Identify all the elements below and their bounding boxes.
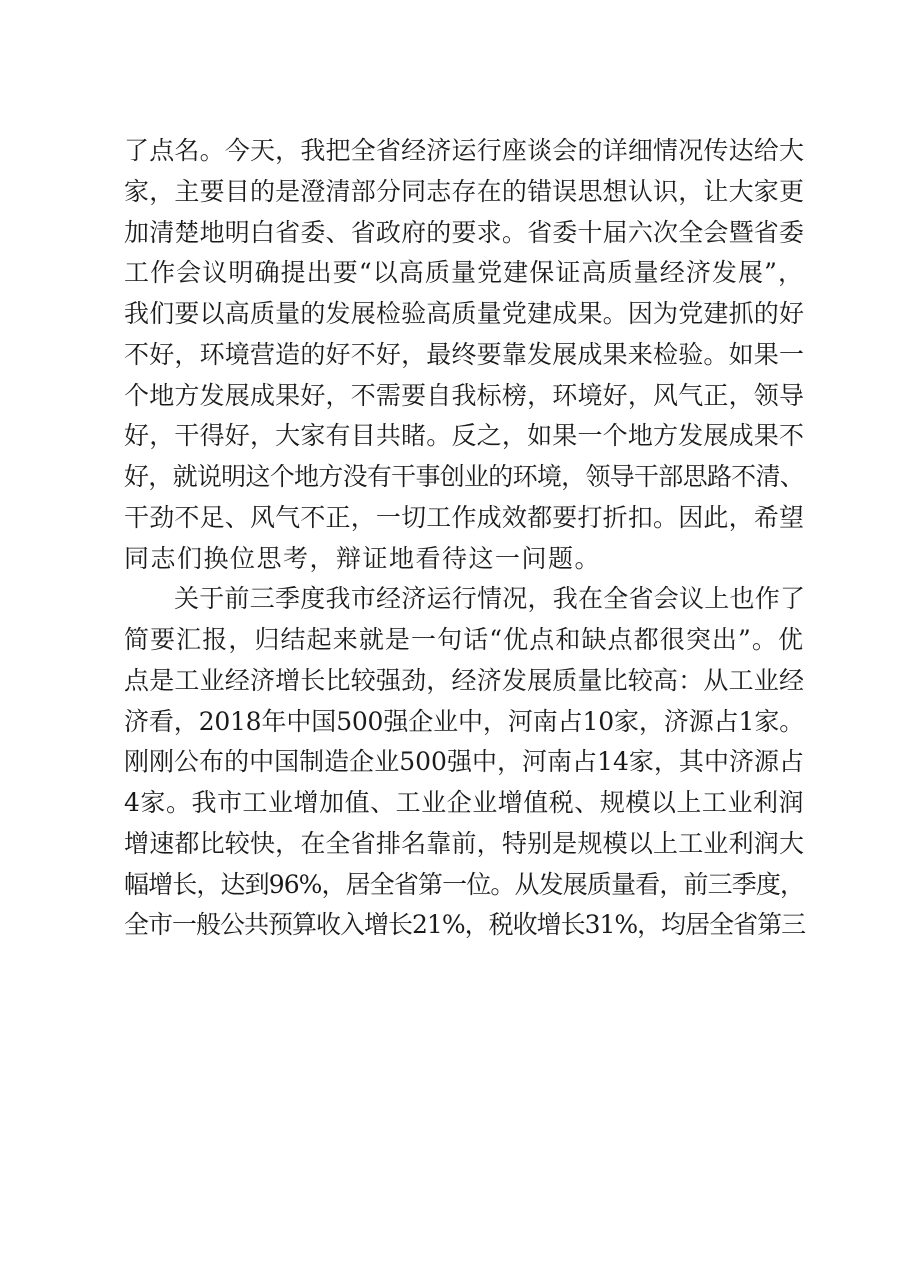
- text-line: 济看，2018年中国500强企业中，河南占10家，济源占1家。: [124, 706, 804, 736]
- text-line: 幅增长，达到96%，居全省第一位。从发展质量看，前三季度，: [124, 869, 804, 899]
- text-line: 不好，环境营造的好不好，最终要靠发展成果来检验。如果一: [124, 339, 804, 369]
- text-line: 关于前三季度我市经济运行情况，我在全省会议上也作了: [174, 584, 806, 614]
- text-line: 点是工业经济增长比较强劲，经济发展质量比较高：从工业经: [124, 665, 804, 695]
- text-line: 刚刚公布的中国制造企业500强中，河南占14家，其中济源占: [124, 747, 804, 777]
- text-line: 我们要以高质量的发展检验高质量党建成果。因为党建抓的好: [124, 299, 804, 328]
- text-line: 了点名。今天，我把全省经济运行座谈会的详细情况传达给大: [124, 136, 804, 165]
- body-text: [124, 131, 804, 946]
- paragraph: [124, 579, 804, 946]
- text-line: 家，主要目的是澄清部分同志存在的错误思想认识，让大家更: [124, 176, 804, 206]
- text-line: 个地方发展成果好，不需要自我标榜，环境好，风气正，领导: [124, 380, 804, 410]
- text-line: 工作会议明确提出要“以高质量党建保证高质量经济发展”，: [124, 258, 804, 288]
- text-line: 全市一般公共预算收入增长21%，税收增长31%，均居全省第三: [124, 910, 806, 940]
- text-line: 好，干得好，大家有目共睹。反之，如果一个地方发展成果不: [124, 421, 804, 451]
- text-line: 同志们换位思考，辩证地看待这一问题。: [124, 543, 602, 573]
- text-line: 简要汇报，归结起来就是一句话“优点和缺点都很突出”。优: [124, 625, 804, 654]
- text-line: 干劲不足、风气不正，一切工作成效都要打折扣。因此，希望: [124, 502, 804, 532]
- text-line: 加清楚地明白省委、省政府的要求。省委十届六次全会暨省委: [124, 217, 804, 247]
- text-line: 4家。我市工业增加值、工业企业增值税、规模以上工业利润: [124, 788, 804, 817]
- paragraph: [124, 131, 804, 579]
- text-line: 增速都比较快，在全省排名靠前，特别是规模以上工业利润大: [124, 828, 804, 858]
- text-line: 好，就说明这个地方没有干事创业的环境，领导干部思路不清、: [124, 462, 804, 491]
